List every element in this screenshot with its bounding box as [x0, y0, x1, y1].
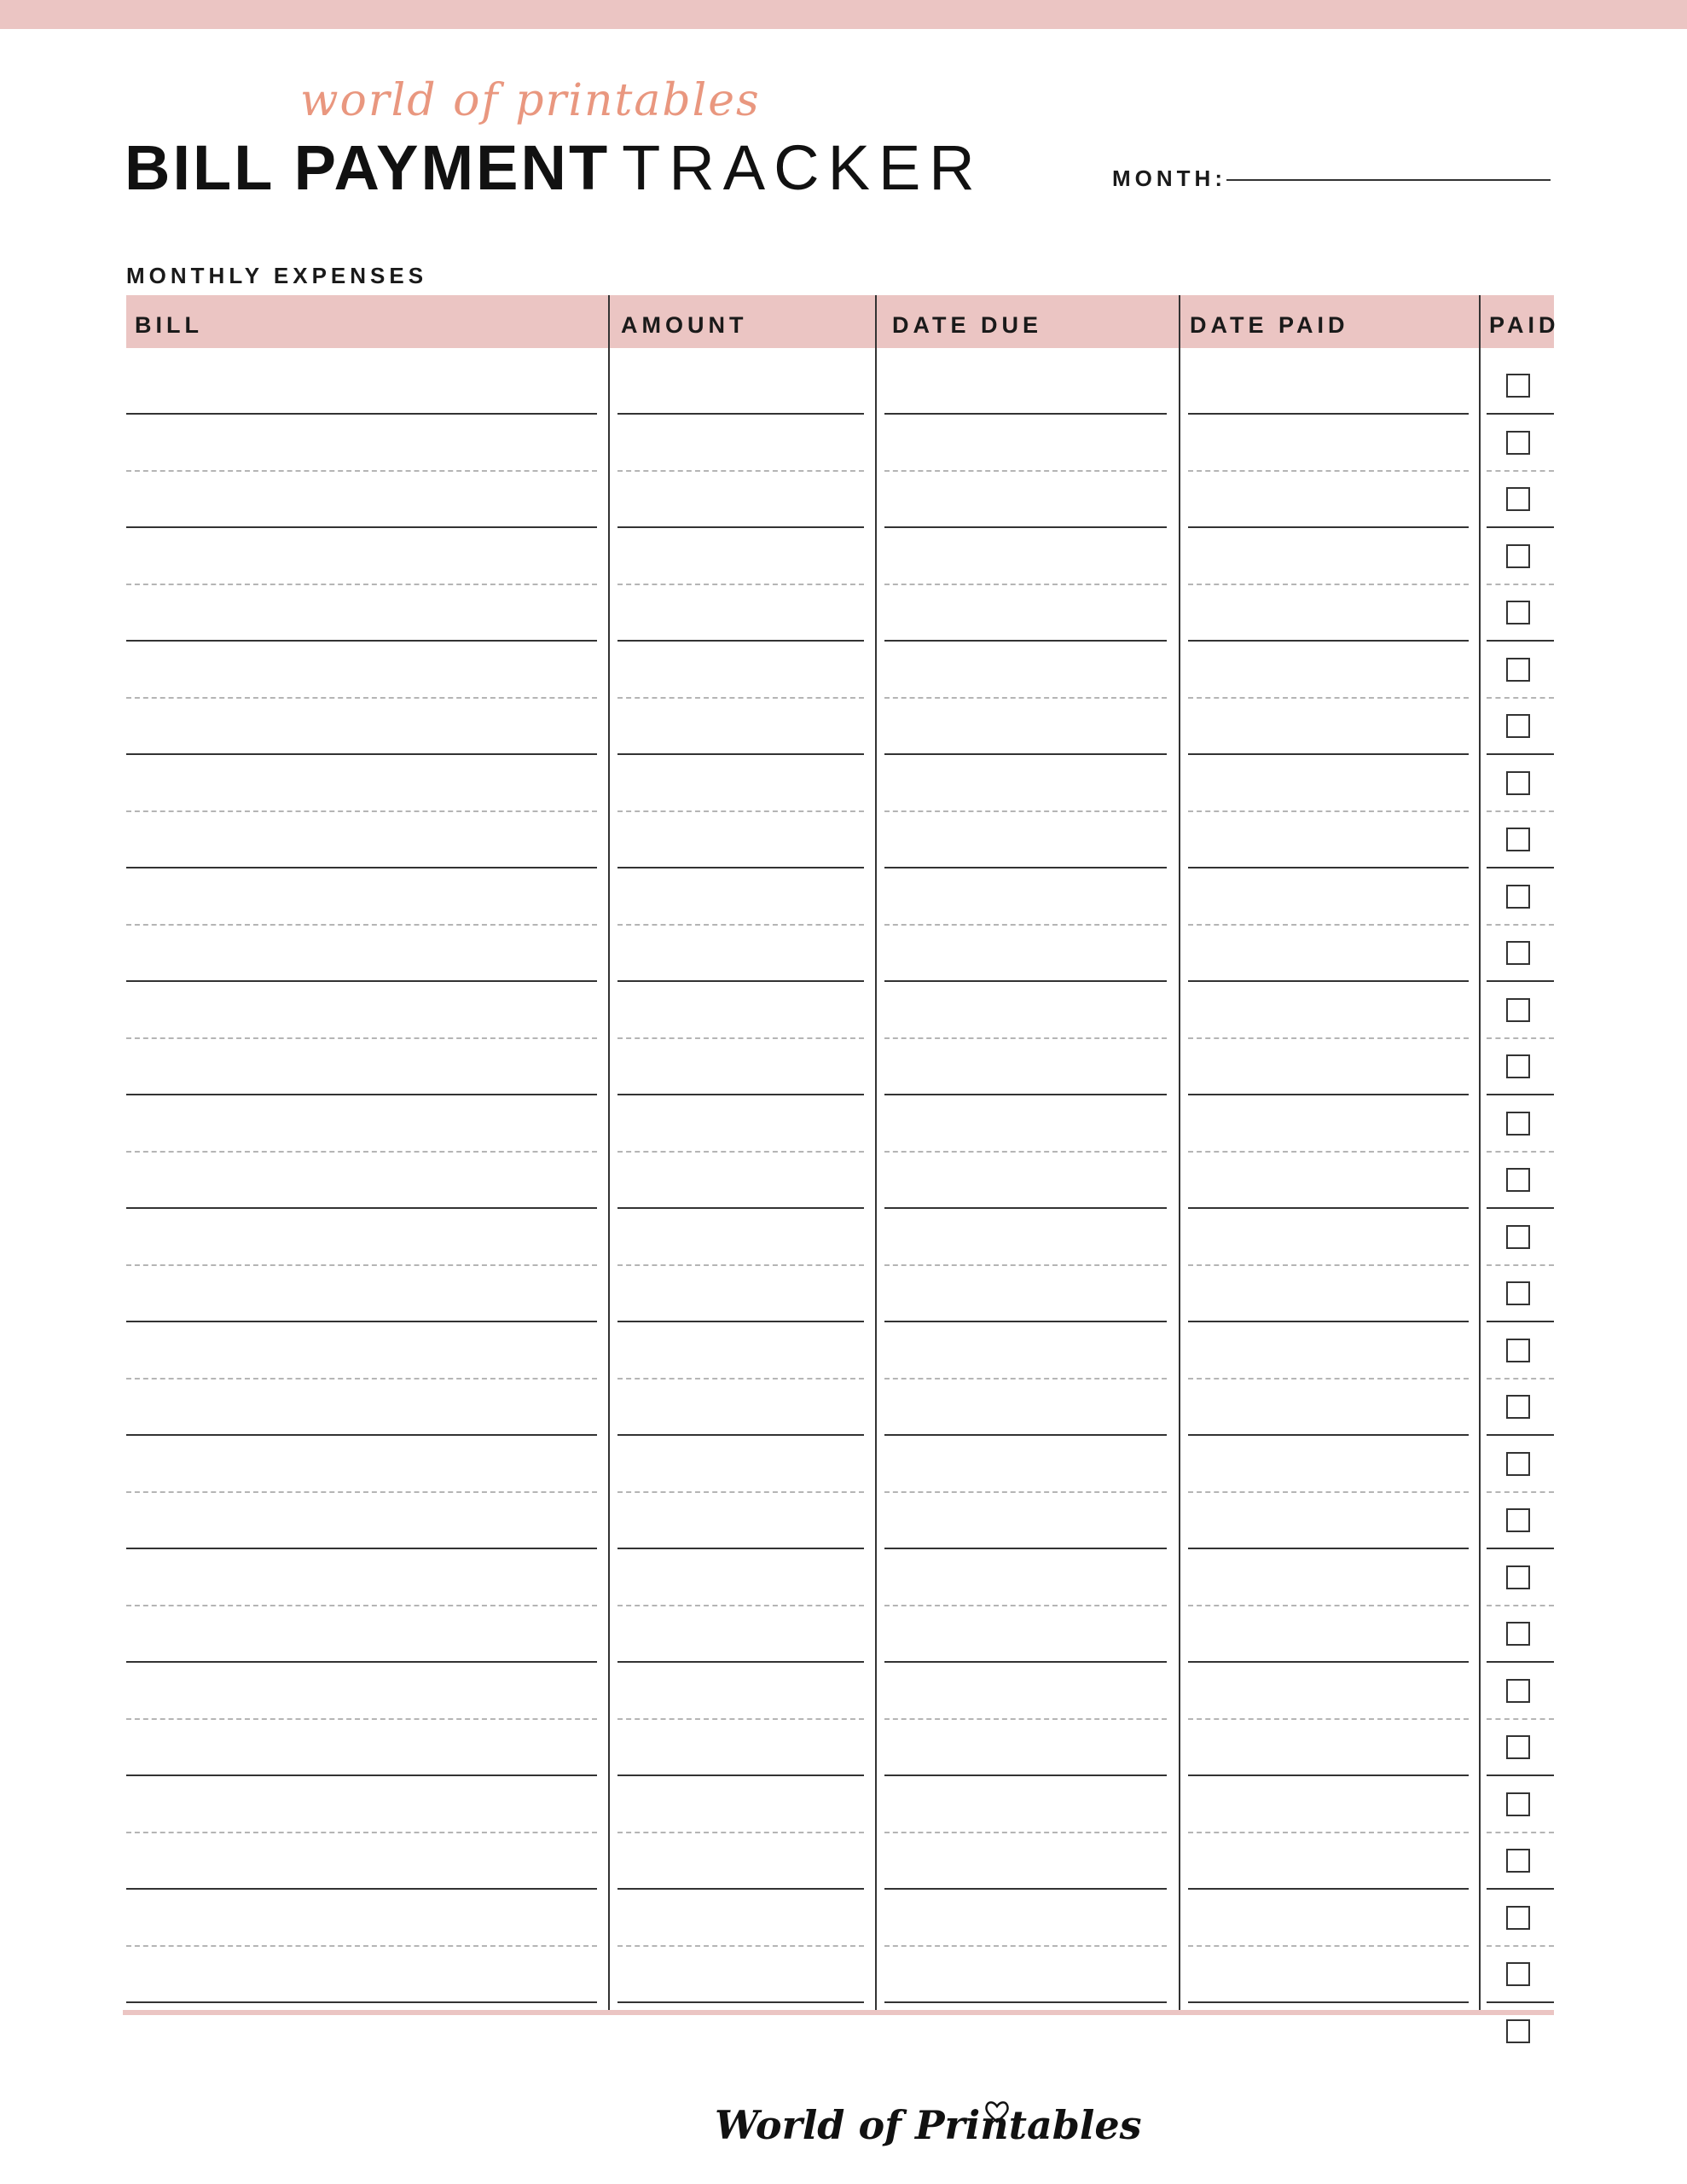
row-line[interactable]	[1487, 584, 1554, 585]
checkbox-icon[interactable]	[1506, 1622, 1530, 1646]
checkbox-icon[interactable]	[1506, 1281, 1530, 1305]
row-line[interactable]	[884, 1718, 1167, 1720]
row-line[interactable]	[126, 640, 597, 642]
row-line[interactable]	[1487, 1718, 1554, 1720]
row-line[interactable]	[884, 1321, 1167, 1322]
checkbox-icon[interactable]	[1506, 1112, 1530, 1136]
row-line[interactable]	[1188, 1321, 1469, 1322]
checkbox-icon[interactable]	[1506, 1452, 1530, 1476]
title-bold-part: BILL PAYMENT	[125, 132, 611, 203]
row-line[interactable]	[1188, 867, 1469, 868]
row-line[interactable]	[884, 470, 1167, 472]
row-line[interactable]	[1487, 1434, 1554, 1436]
row-line[interactable]	[126, 1774, 597, 1776]
row-line[interactable]	[884, 1945, 1167, 1947]
page-title	[125, 132, 983, 203]
month-input-line[interactable]	[1226, 179, 1551, 181]
row-line[interactable]	[617, 1491, 864, 1493]
row-line[interactable]	[1188, 1832, 1469, 1833]
row-line[interactable]	[884, 1661, 1167, 1663]
row-line[interactable]	[884, 1774, 1167, 1776]
checkbox-icon[interactable]	[1506, 1225, 1530, 1249]
row-line[interactable]	[617, 1151, 864, 1153]
row-line[interactable]	[617, 1605, 864, 1606]
column-header-date-paid: DATE PAID	[1190, 312, 1349, 338]
row-line[interactable]	[617, 1945, 864, 1947]
row-line[interactable]	[617, 867, 864, 868]
checkbox-icon[interactable]	[1506, 998, 1530, 1022]
column-divider	[608, 295, 610, 2013]
row-line[interactable]	[1188, 1888, 1469, 1890]
row-line[interactable]	[884, 1378, 1167, 1380]
row-line[interactable]	[126, 867, 597, 868]
checkbox-icon[interactable]	[1506, 1565, 1530, 1589]
checkbox-icon[interactable]	[1506, 1792, 1530, 1816]
row-line[interactable]	[1487, 1321, 1554, 1322]
row-line[interactable]	[617, 924, 864, 926]
row-line[interactable]	[1188, 640, 1469, 642]
row-line[interactable]	[1188, 1264, 1469, 1266]
row-line[interactable]	[1188, 1945, 1469, 1947]
checkbox-icon[interactable]	[1506, 1508, 1530, 1532]
row-line[interactable]	[1487, 1037, 1554, 1039]
row-line[interactable]	[884, 1888, 1167, 1890]
row-line[interactable]	[1188, 526, 1469, 528]
checkbox-icon[interactable]	[1506, 487, 1530, 511]
row-line[interactable]	[1487, 1548, 1554, 1549]
row-line[interactable]	[1487, 1491, 1554, 1493]
row-line[interactable]	[1188, 1151, 1469, 1153]
row-line[interactable]	[1487, 1888, 1554, 1890]
row-line[interactable]	[126, 1945, 597, 1947]
row-line[interactable]	[126, 1832, 597, 1833]
row-line[interactable]	[1188, 2001, 1469, 2003]
row-line[interactable]	[126, 697, 597, 699]
top-accent-band	[0, 0, 1687, 29]
column-header-bill: BILL	[135, 312, 203, 338]
row-line[interactable]	[1487, 640, 1554, 642]
row-line[interactable]	[126, 1207, 597, 1209]
row-line[interactable]	[1487, 753, 1554, 755]
row-line[interactable]	[126, 526, 597, 528]
row-line[interactable]	[617, 1661, 864, 1663]
row-line[interactable]	[884, 1094, 1167, 1095]
column-divider	[1479, 295, 1481, 2013]
row-line[interactable]	[884, 753, 1167, 755]
checkbox-icon[interactable]	[1506, 1735, 1530, 1759]
checkbox-icon[interactable]	[1506, 1054, 1530, 1078]
row-line[interactable]	[126, 1718, 597, 1720]
row-line[interactable]	[1487, 867, 1554, 868]
row-line[interactable]	[884, 1491, 1167, 1493]
row-line[interactable]	[617, 640, 864, 642]
row-line[interactable]	[126, 924, 597, 926]
row-line[interactable]	[884, 1605, 1167, 1606]
row-line[interactable]	[1487, 924, 1554, 926]
row-line[interactable]	[617, 1378, 864, 1380]
row-line[interactable]	[884, 413, 1167, 415]
checkbox-icon[interactable]	[1506, 1339, 1530, 1362]
checkbox-icon[interactable]	[1506, 714, 1530, 738]
row-line[interactable]	[884, 980, 1167, 982]
row-line[interactable]	[1188, 1378, 1469, 1380]
row-line[interactable]	[1188, 697, 1469, 699]
checkbox-icon[interactable]	[1506, 1395, 1530, 1419]
row-line[interactable]	[617, 697, 864, 699]
row-line[interactable]	[1487, 980, 1554, 982]
row-line[interactable]	[126, 1661, 597, 1663]
row-line[interactable]	[884, 1832, 1167, 1833]
row-line[interactable]	[617, 1832, 864, 1833]
checkbox-icon[interactable]	[1506, 2019, 1530, 2043]
row-line[interactable]	[617, 1264, 864, 1266]
row-line[interactable]	[126, 1037, 597, 1039]
row-line[interactable]	[126, 1605, 597, 1606]
row-line[interactable]	[1487, 413, 1554, 415]
row-line[interactable]	[1188, 1548, 1469, 1549]
row-line[interactable]	[126, 1321, 597, 1322]
row-line[interactable]	[884, 1151, 1167, 1153]
heart-icon	[983, 2097, 1012, 2126]
column-header-date-due: DATE DUE	[892, 312, 1043, 338]
row-line[interactable]	[1188, 1605, 1469, 1606]
row-line[interactable]	[126, 810, 597, 812]
row-line[interactable]	[884, 1264, 1167, 1266]
row-line[interactable]	[126, 1434, 597, 1436]
row-line[interactable]	[1188, 413, 1469, 415]
row-line[interactable]	[617, 470, 864, 472]
checkbox-icon[interactable]	[1506, 885, 1530, 909]
row-line[interactable]	[1487, 1774, 1554, 1776]
row-line[interactable]	[1487, 1264, 1554, 1266]
row-line[interactable]	[884, 810, 1167, 812]
checkbox-icon[interactable]	[1506, 1679, 1530, 1703]
row-line[interactable]	[126, 1151, 597, 1153]
row-line[interactable]	[1487, 1151, 1554, 1153]
row-line[interactable]	[126, 1548, 597, 1549]
section-label: MONTHLY EXPENSES	[126, 263, 428, 288]
column-header-paid: PAID	[1489, 312, 1560, 338]
row-line[interactable]	[884, 2001, 1167, 2003]
footer-logo: World of Printables	[715, 2102, 1142, 2148]
row-line[interactable]	[1188, 1434, 1469, 1436]
title-light-part: TRACKER	[622, 132, 983, 203]
row-line[interactable]	[617, 584, 864, 585]
checkbox-icon[interactable]	[1506, 601, 1530, 624]
row-line[interactable]	[126, 1264, 597, 1266]
row-line[interactable]	[1188, 810, 1469, 812]
row-line[interactable]	[1487, 1832, 1554, 1833]
row-line[interactable]	[617, 526, 864, 528]
row-line[interactable]	[884, 1434, 1167, 1436]
row-line[interactable]	[617, 1321, 864, 1322]
row-line[interactable]	[1487, 1094, 1554, 1095]
row-line[interactable]	[1487, 1207, 1554, 1209]
row-line[interactable]	[884, 1548, 1167, 1549]
row-line[interactable]	[1487, 526, 1554, 528]
row-line[interactable]	[126, 470, 597, 472]
row-line[interactable]	[1487, 1945, 1554, 1947]
row-line[interactable]	[617, 1094, 864, 1095]
row-line[interactable]	[1487, 1661, 1554, 1663]
row-line[interactable]	[617, 2001, 864, 2003]
row-line[interactable]	[126, 753, 597, 755]
checkbox-icon[interactable]	[1506, 544, 1530, 568]
row-line[interactable]	[617, 1774, 864, 1776]
row-line[interactable]	[617, 753, 864, 755]
row-line[interactable]	[1188, 924, 1469, 926]
row-line[interactable]	[1487, 2001, 1554, 2003]
month-label: MONTH:	[1112, 166, 1226, 191]
row-line[interactable]	[1188, 753, 1469, 755]
row-line[interactable]	[1487, 1378, 1554, 1380]
row-line[interactable]	[1188, 1491, 1469, 1493]
row-line[interactable]	[126, 1094, 597, 1095]
row-line[interactable]	[617, 1888, 864, 1890]
row-line[interactable]	[884, 640, 1167, 642]
row-line[interactable]	[617, 1207, 864, 1209]
checkbox-icon[interactable]	[1506, 771, 1530, 795]
row-line[interactable]	[1487, 1605, 1554, 1606]
checkbox-icon[interactable]	[1506, 1962, 1530, 1986]
row-line[interactable]	[617, 413, 864, 415]
row-line[interactable]	[1188, 1207, 1469, 1209]
row-line[interactable]	[884, 526, 1167, 528]
checkbox-icon[interactable]	[1506, 941, 1530, 965]
checkbox-icon[interactable]	[1506, 1906, 1530, 1930]
row-line[interactable]	[884, 584, 1167, 585]
checkbox-icon[interactable]	[1506, 374, 1530, 398]
row-line[interactable]	[1188, 1718, 1469, 1720]
row-line[interactable]	[617, 1434, 864, 1436]
row-line[interactable]	[1487, 470, 1554, 472]
row-line[interactable]	[1487, 697, 1554, 699]
row-line[interactable]	[126, 2001, 597, 2003]
row-line[interactable]	[617, 980, 864, 982]
row-line[interactable]	[1188, 584, 1469, 585]
row-line[interactable]	[126, 980, 597, 982]
checkbox-icon[interactable]	[1506, 658, 1530, 682]
row-line[interactable]	[884, 867, 1167, 868]
row-line[interactable]	[126, 1491, 597, 1493]
row-line[interactable]	[1188, 1774, 1469, 1776]
row-line[interactable]	[1188, 1037, 1469, 1039]
row-line[interactable]	[1188, 980, 1469, 982]
checkbox-icon[interactable]	[1506, 828, 1530, 851]
row-line[interactable]	[617, 1037, 864, 1039]
checkbox-icon[interactable]	[1506, 1168, 1530, 1192]
brand-script-mark: world of printables	[300, 75, 761, 126]
row-line[interactable]	[126, 413, 597, 415]
row-line[interactable]	[1487, 810, 1554, 812]
column-divider	[1179, 295, 1180, 2013]
row-line[interactable]	[126, 584, 597, 585]
row-line[interactable]	[1188, 1094, 1469, 1095]
row-line[interactable]	[884, 697, 1167, 699]
row-line[interactable]	[126, 1888, 597, 1890]
row-line[interactable]	[884, 924, 1167, 926]
row-line[interactable]	[1188, 1661, 1469, 1663]
column-header-amount: AMOUNT	[621, 312, 748, 338]
column-divider	[875, 295, 877, 2013]
checkbox-icon[interactable]	[1506, 1849, 1530, 1873]
checkbox-icon[interactable]	[1506, 431, 1530, 455]
table-bottom-band	[123, 2010, 1554, 2015]
row-line[interactable]	[617, 810, 864, 812]
row-line[interactable]	[617, 1718, 864, 1720]
row-line[interactable]	[1188, 470, 1469, 472]
row-line[interactable]	[126, 1378, 597, 1380]
row-line[interactable]	[884, 1037, 1167, 1039]
row-line[interactable]	[617, 1548, 864, 1549]
row-line[interactable]	[884, 1207, 1167, 1209]
